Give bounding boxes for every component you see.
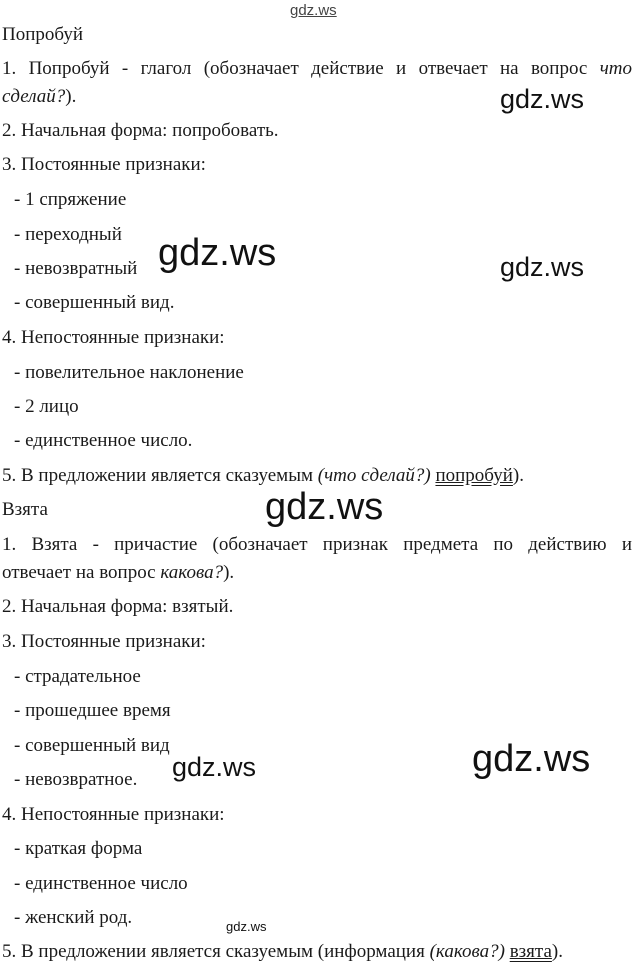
italic-text: что (599, 58, 632, 79)
italic-text: какова? (160, 562, 224, 583)
text: 1. Попробуй - глагол (обозначает действие и отвечает на вопрос (2, 58, 600, 79)
paragraph-line (2, 941, 563, 963)
underlined-word: попробуй (435, 465, 513, 486)
text: отвечает на вопрос (2, 562, 161, 583)
list-item: - страдательное (14, 666, 141, 687)
paragraph-line (2, 465, 524, 487)
paragraph-line (2, 562, 234, 584)
list-item: - краткая форма (14, 838, 143, 859)
text: ). (65, 86, 77, 107)
watermark: gdz.ws (500, 84, 585, 114)
paragraph-line: 4. Непостоянные признаки: (2, 327, 225, 348)
list-item: - женский род. (14, 907, 133, 928)
paragraph-line: 1. Взята - причастие (обозначает признак предмета по действию и (2, 534, 632, 555)
paragraph-line: 3. Постоянные признаки: (2, 154, 206, 175)
italic-text: (какова?) (429, 941, 505, 962)
paragraph-line: 4. Непостоянные признаки: (2, 804, 225, 825)
list-item: - 2 лицо (14, 396, 79, 417)
text: ). (512, 465, 524, 486)
text: 5. В предложении является сказуемым (2, 465, 318, 486)
list-item: - повелительное наклонение (14, 362, 244, 383)
list-item: - единственное число. (14, 430, 193, 451)
italic-text: (что сделай?) (317, 465, 431, 486)
text: 5. В предложении является сказуемым (информация (2, 941, 430, 962)
section-title: Взята (2, 499, 48, 520)
section-title: Попробуй (2, 24, 84, 45)
watermark: gdz.ws (472, 738, 591, 780)
list-item: - прошедшее время (14, 700, 171, 721)
paragraph-line: 3. Постоянные признаки: (2, 631, 206, 652)
watermark: gdz.ws (265, 486, 384, 528)
underlined-word: взята (509, 941, 552, 962)
list-item: - переходный (14, 224, 122, 245)
list-item: - невозвратное. (14, 769, 138, 790)
text: ). (551, 941, 563, 962)
watermark: gdz.ws (226, 919, 267, 934)
paragraph-line: 2. Начальная форма: попробовать. (2, 120, 279, 141)
text: ). (223, 562, 235, 583)
list-item: - 1 спряжение (14, 189, 127, 210)
paragraph-line: 2. Начальная форма: взятый. (2, 596, 234, 617)
paragraph-line (2, 86, 76, 108)
italic-text: сделай? (2, 86, 66, 107)
watermark: gdz.ws (172, 752, 257, 782)
watermark: gdz.ws (158, 232, 277, 274)
watermark: gdz.ws (500, 252, 585, 282)
watermark-top: gdz.ws (290, 2, 337, 19)
list-item: - совершенный вид. (14, 292, 175, 313)
list-item: - единственное число (14, 873, 188, 894)
list-item: - совершенный вид (14, 735, 170, 756)
list-item: - невозвратный (14, 258, 138, 279)
paragraph-line (2, 58, 632, 80)
